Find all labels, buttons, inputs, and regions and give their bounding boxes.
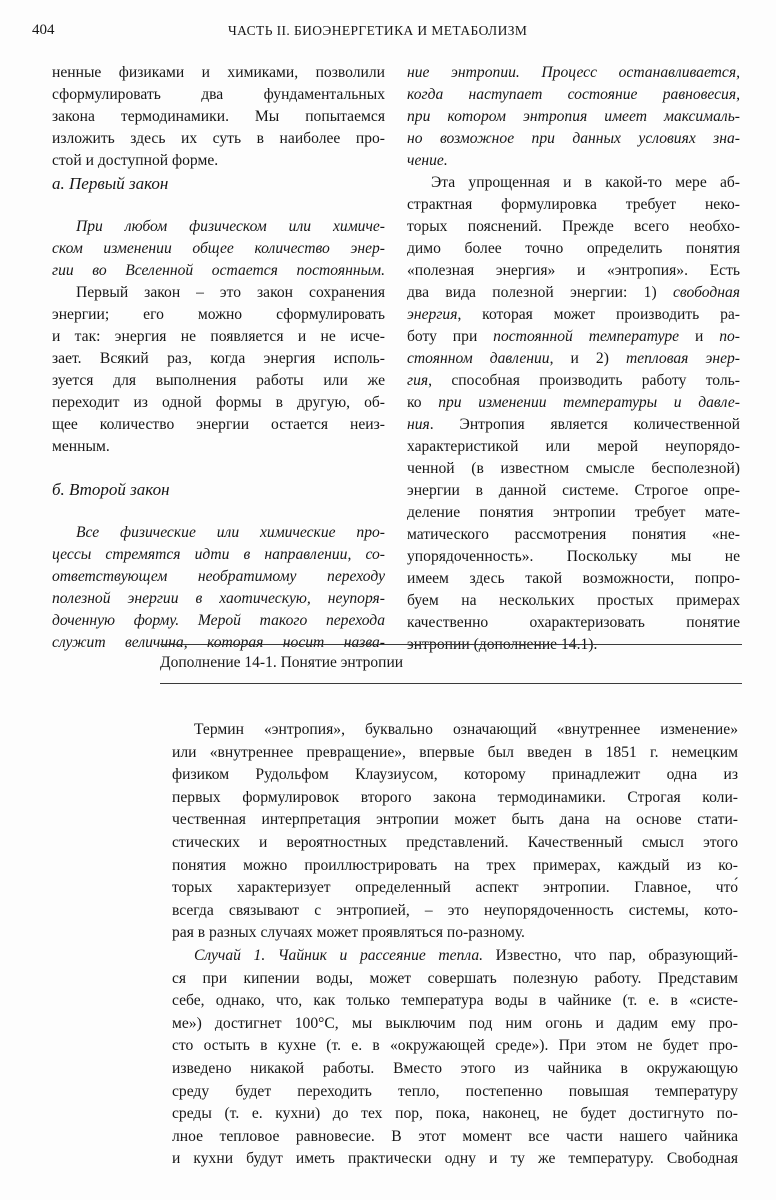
- box-title-rule: [160, 683, 742, 684]
- text-segment: , и 2): [549, 350, 626, 367]
- entropy-explanation-paragraph: [407, 172, 740, 656]
- text-line: торых характеризует определенный аспект энтропии. Главное, что́: [172, 879, 738, 897]
- text-line: лное тепловое равновесие. В этот момент все части нашего чайника: [172, 1127, 738, 1145]
- text-line: щее количество энергии остается неиз-: [52, 416, 385, 433]
- text-line: [407, 480, 740, 502]
- text-line: переходит из одной формы в другую, об-: [52, 394, 385, 411]
- text-line: ненные физиками и химиками, позволили: [52, 64, 385, 81]
- text-line: чественная интерпретация энтропии может быть дана на основе стати-: [172, 811, 738, 829]
- text-line: стических и вероятностных представлений. Качественный смысл этого: [172, 833, 738, 851]
- text-line: закона термодинамики. Мы попытаемся: [52, 108, 385, 125]
- text-segment: имеем здесь такой возможности, попро-: [407, 570, 740, 587]
- emphasis-text: ния: [407, 416, 430, 433]
- text-line: среду будет переходить тепло, постепенно повышая температуру: [172, 1082, 738, 1100]
- text-line: [407, 238, 740, 260]
- text-line: [407, 370, 740, 392]
- text-line: зает. Всякий раз, когда энергия исполь-: [52, 350, 385, 367]
- section-heading-second-law: б. Второй закон: [52, 480, 170, 499]
- text-line: зуется для выполнения работы или же: [52, 372, 385, 389]
- emphasis-text: энергия: [407, 306, 458, 323]
- text-line: [407, 612, 740, 634]
- text-line: [407, 634, 740, 656]
- text-segment: страктная формулировка требует неко-: [407, 196, 740, 213]
- text-line: [407, 326, 740, 348]
- text-line: [407, 260, 740, 282]
- text-segment: торых пояснений. Прежде всего необхо-: [407, 218, 740, 235]
- text-line: Первый закон – это закон сохранения: [76, 284, 385, 301]
- box-title: Дополнение 14-1. Понятие энтропии: [160, 654, 404, 671]
- text-line: всегда связывают с энтропией, – это неупорядоченность системы, кото-: [172, 901, 738, 919]
- text-segment: качественно охарактеризовать понятие: [407, 614, 740, 631]
- box-body: [172, 719, 738, 1171]
- text-line: Все физические или химические про-: [76, 524, 385, 541]
- text-line: но возможное при данных условиях зна-: [407, 130, 740, 147]
- text-segment: характеристикой или мерой неупорядо-: [407, 438, 740, 455]
- box-top-rule: [160, 644, 742, 645]
- text-segment: ко: [407, 394, 439, 411]
- text-segment: буем на нескольких простых примерах: [407, 592, 740, 609]
- text-line: цессы стремятся идти в направлении, со-: [52, 546, 385, 563]
- text-segment: упорядоченность». Поскольку мы не: [407, 548, 740, 565]
- text-line: При любом физическом или химиче-: [76, 218, 385, 235]
- text-line: [407, 194, 740, 216]
- text-line: среды (т. е. кухни) до тех пор, пока, наконец, не будет достигнуто по-: [172, 1105, 738, 1123]
- text-segment: димо более точно определить понятия: [407, 240, 740, 257]
- text-line: чение.: [407, 152, 448, 169]
- text-line: менным.: [52, 438, 110, 455]
- text-line: ся при кипении воды, может совершать полезную работу. Представим: [172, 969, 738, 987]
- text-line: сформулировать два фундаментальных: [52, 86, 385, 103]
- text-line: ние энтропии. Процесс останавливается,: [407, 64, 740, 81]
- emphasis-text: постоянной температуре: [493, 328, 680, 345]
- text-segment: матического рассмотрения понятия «не-: [407, 526, 740, 543]
- text-segment: ченной (в известном смысле бесполезной): [407, 460, 740, 477]
- box-paragraph-intro: [172, 719, 738, 945]
- emphasis-text: свободная: [673, 284, 740, 301]
- text-line: себе, однако, что, как только температура воды в чайнике (т. е. в «систе-: [172, 992, 738, 1010]
- second-law-statement: [52, 522, 385, 654]
- emphasis-text: гия: [407, 372, 429, 389]
- section-heading-first-law: а. Первый закон: [52, 174, 169, 193]
- text-segment: . Энтропия является количественной: [429, 416, 740, 433]
- text-line: [407, 172, 740, 194]
- text-line: [407, 436, 740, 458]
- text-line: [172, 945, 738, 968]
- case1-first-line: Известно, что пар, образующий-: [483, 946, 738, 964]
- text-line: понятия можно проиллюстрировать на трех примерах, каждый из ко-: [172, 856, 738, 874]
- text-line: энергии; его можно сформулировать: [52, 306, 385, 323]
- text-line: [407, 304, 740, 326]
- text-segment: Эта упрощенная и в какой-то мере аб-: [431, 174, 740, 191]
- text-segment: два вида полезной энергии: 1): [407, 284, 674, 301]
- text-line: [407, 546, 740, 568]
- text-segment: «полезная энергия» и «энтропия». Есть: [407, 262, 740, 279]
- text-line: [407, 282, 740, 304]
- right-column: [407, 62, 740, 656]
- spacer: [52, 198, 385, 216]
- text-segment: , которая может производить ра-: [457, 306, 740, 323]
- first-law-explanation: [52, 282, 385, 458]
- text-line: доченную форму. Мерой такого перехода: [52, 612, 385, 629]
- text-line: сто остыть в кухне (т. е. в «окружающей среде»). При этом не будет про-: [172, 1037, 738, 1055]
- intro-paragraph: [52, 62, 385, 172]
- first-law-statement: [52, 216, 385, 282]
- emphasis-text: стоянном давлении: [407, 350, 550, 367]
- text-line: ответствующем необратимому переходу: [52, 568, 385, 585]
- text-line: [407, 524, 740, 546]
- text-segment: энтропии (дополнение 14.1).: [407, 636, 598, 653]
- page-number: 404: [32, 22, 55, 38]
- box-paragraph-case1: [172, 945, 738, 1171]
- spacer: [52, 458, 385, 478]
- text-segment: энергии в данной системе. Строгое опре-: [407, 482, 740, 499]
- running-head: [0, 22, 776, 46]
- text-segment: боту при: [407, 328, 494, 345]
- second-law-statement-continued: [407, 62, 740, 172]
- text-line: и так: энергия не появляется и не исче-: [52, 328, 385, 345]
- text-line: изложить здесь их суть в наиболее про-: [52, 130, 385, 147]
- text-line: изведено никакой работы. Вместо этого из чайника в окружающую: [172, 1059, 738, 1077]
- emphasis-text: тепловая энер-: [625, 350, 740, 367]
- text-line: Термин «энтропия», буквально означающий «внутреннее изменение»: [194, 721, 738, 738]
- part-title: ЧАСТЬ II. БИОЭНЕРГЕТИКА И МЕТАБОЛИЗМ: [228, 23, 528, 38]
- text-line: [407, 568, 740, 590]
- text-line: физиком Рудольфом Клаузиусом, которому принадлежит одна из: [172, 766, 738, 784]
- text-line: первых формулировок второго закона термодинамики. Строгая коли-: [172, 788, 738, 806]
- text-line: при котором энтропия имеет максималь-: [407, 108, 740, 125]
- case1-heading: Случай 1. Чайник и рассеяние тепла.: [194, 946, 484, 964]
- text-line: или «внутреннее превращение», впервые был введен в 1851 г. немецким: [172, 743, 738, 761]
- left-column: [52, 62, 385, 654]
- emphasis-text: при изменении температуры и давле-: [438, 394, 740, 411]
- text-line: полезной энергии в хаотическую, неупоря-: [52, 590, 385, 607]
- text-segment: и: [679, 328, 720, 345]
- text-line: [407, 348, 740, 370]
- text-line: ском изменении общее количество энер-: [52, 240, 385, 257]
- text-line: рая в разных случаях может проявляться по-разному.: [172, 924, 525, 942]
- text-line: [407, 414, 740, 436]
- emphasis-text: по-: [719, 328, 740, 345]
- text-line: гии во Вселенной остается постоянным.: [52, 262, 385, 279]
- text-segment: деление понятия энтропии требует мате-: [407, 504, 740, 521]
- text-line: [407, 216, 740, 238]
- text-line: [407, 458, 740, 480]
- text-line: [407, 392, 740, 414]
- text-line: ме») достигнет 100°С, мы выключим под ним огонь и дадим ему про-: [172, 1014, 738, 1032]
- text-line: [407, 590, 740, 612]
- text-line: когда наступает состояние равновесия,: [407, 86, 740, 103]
- text-line: [407, 502, 740, 524]
- text-segment: , способная производить работу толь-: [428, 372, 740, 389]
- spacer: [52, 504, 385, 522]
- text-line: стой и доступной форме.: [52, 152, 219, 169]
- text-line: служит величина, которая носит назва-: [52, 634, 385, 651]
- text-line: и кухни будут иметь практически одну и ту же температуру. Свободная: [172, 1150, 738, 1168]
